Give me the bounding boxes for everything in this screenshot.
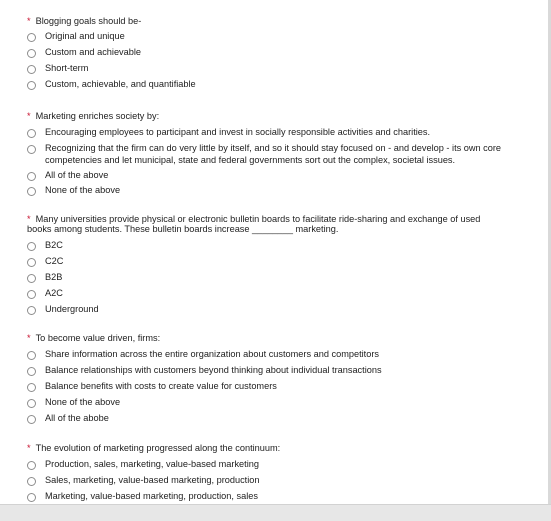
option-row[interactable] xyxy=(27,169,548,181)
radio-button[interactable] xyxy=(27,493,36,502)
option-row[interactable] xyxy=(27,184,548,196)
option-row[interactable] xyxy=(27,474,548,486)
option-label: Encouraging employees to participant and invest in socially responsible activities and charities. xyxy=(45,127,431,137)
required-asterisk: * xyxy=(27,111,31,121)
question-label: The evolution of marketing progressed along the continuum: xyxy=(35,443,281,453)
question-2 xyxy=(0,111,548,196)
bottom-bar xyxy=(0,504,551,521)
option-label: Short-term xyxy=(45,63,89,73)
required-asterisk: * xyxy=(27,214,31,224)
radio-button[interactable] xyxy=(27,129,36,138)
option-label: Custom and achievable xyxy=(45,47,142,57)
radio-button[interactable] xyxy=(27,187,36,196)
radio-button[interactable] xyxy=(27,258,36,267)
option-row[interactable] xyxy=(27,126,548,138)
radio-button[interactable] xyxy=(27,172,36,181)
question-4 xyxy=(0,333,548,424)
question-text xyxy=(27,111,548,121)
radio-button[interactable] xyxy=(27,383,36,392)
option-label: None of the above xyxy=(45,397,121,407)
option-row[interactable] xyxy=(27,239,548,251)
option-label: Marketing, value-based marketing, production, sales xyxy=(45,491,258,501)
option-label: Sales, marketing, value-based marketing, production xyxy=(45,475,260,485)
option-row[interactable] xyxy=(27,271,548,283)
radio-button[interactable] xyxy=(27,274,36,283)
option-row[interactable] xyxy=(27,287,548,299)
required-asterisk: * xyxy=(27,16,31,26)
question-label: To become value driven, firms: xyxy=(35,333,161,343)
option-row[interactable] xyxy=(27,380,548,392)
option-row[interactable] xyxy=(27,255,548,267)
radio-button[interactable] xyxy=(27,49,36,58)
question-text xyxy=(27,16,548,26)
option-label: B2B xyxy=(45,272,63,282)
option-row[interactable] xyxy=(27,62,548,74)
radio-button[interactable] xyxy=(27,65,36,74)
radio-button[interactable] xyxy=(27,461,36,470)
question-label: Blogging goals should be- xyxy=(35,16,142,26)
option-label: B2C xyxy=(45,240,63,250)
option-row[interactable] xyxy=(27,364,548,376)
radio-button[interactable] xyxy=(27,415,36,424)
radio-button[interactable] xyxy=(27,81,36,90)
question-label: Many universities provide physical or electronic bulletin boards to facilitate ride-sharing and exchange of used books among students. These bulletin boards increase ________ marketing. xyxy=(27,214,481,234)
option-label: All of the abobe xyxy=(45,413,109,423)
option-row[interactable] xyxy=(27,490,548,502)
option-row[interactable] xyxy=(27,458,548,470)
radio-button[interactable] xyxy=(27,145,36,154)
radio-button[interactable] xyxy=(27,33,36,42)
required-asterisk: * xyxy=(27,333,31,343)
question-5 xyxy=(0,443,548,502)
question-text xyxy=(27,443,548,453)
option-row[interactable] xyxy=(27,303,548,315)
option-label: None of the above xyxy=(45,185,121,195)
radio-button[interactable] xyxy=(27,399,36,408)
option-label: Balance relationships with customers beyond thinking about individual transactions xyxy=(45,365,382,375)
option-label: Recognizing that the firm can do very little by itself, and so it should stay focused on - and develop - its own core competencies and let municipal, state and federal governments sort out the complex, societal issues. xyxy=(45,143,502,165)
radio-button[interactable] xyxy=(27,290,36,299)
option-row[interactable] xyxy=(27,46,548,58)
option-row[interactable] xyxy=(27,30,548,42)
option-label: Original and unique xyxy=(45,31,125,41)
option-label: All of the above xyxy=(45,170,109,180)
option-label: C2C xyxy=(45,256,64,266)
option-row[interactable] xyxy=(27,348,548,360)
question-3 xyxy=(0,214,548,315)
option-label: Balance benefits with costs to create value for customers xyxy=(45,381,277,391)
option-label: Share information across the entire organization about customers and competitors xyxy=(45,349,379,359)
option-label: Underground xyxy=(45,304,99,314)
option-row[interactable] xyxy=(27,396,548,408)
option-label: A2C xyxy=(45,288,63,298)
option-label: Production, sales, marketing, value-based marketing xyxy=(45,459,259,469)
question-1 xyxy=(0,16,548,90)
radio-button[interactable] xyxy=(27,477,36,486)
option-row[interactable] xyxy=(27,78,548,90)
radio-button[interactable] xyxy=(27,306,36,315)
question-text xyxy=(27,333,548,343)
required-asterisk: * xyxy=(27,443,31,453)
question-label: Marketing enriches society by: xyxy=(35,111,160,121)
option-label: Custom, achievable, and quantifiable xyxy=(45,79,196,89)
radio-button[interactable] xyxy=(27,367,36,376)
option-row[interactable] xyxy=(27,412,548,424)
option-row[interactable] xyxy=(27,142,548,166)
radio-button[interactable] xyxy=(27,242,36,251)
question-text xyxy=(27,214,548,234)
radio-button[interactable] xyxy=(27,351,36,360)
